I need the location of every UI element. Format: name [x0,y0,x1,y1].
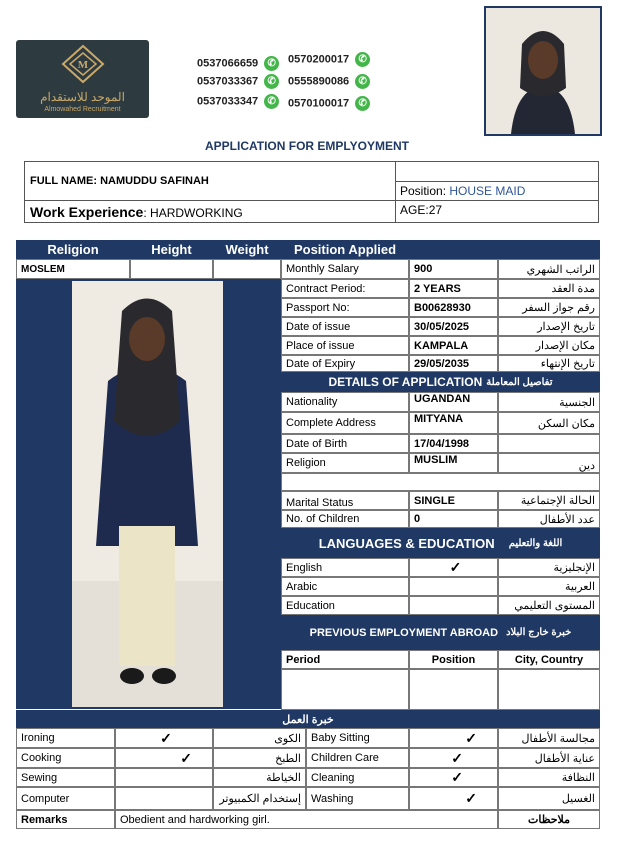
cleaning-label: Cleaning [306,768,409,787]
english-check-icon: ✓ [409,558,498,577]
phone-3: 0537033347 ✆ [197,94,279,109]
children-care-label: Children Care [306,748,409,768]
blank-row [281,473,600,491]
phone-6: 0570100017 ✆ [288,96,370,111]
position-label: Position: [400,184,447,198]
cooking-arabic: الطبخ [213,748,306,768]
whatsapp-icon: ✆ [355,52,370,67]
work-experience-value: : HARDWORKING [143,206,243,220]
dob-label: Date of Birth [281,434,409,453]
english-label: English [281,558,409,577]
age-field [400,203,442,217]
education-arabic: المستوى التعليمي [498,596,600,615]
contract-label: Contract Period: [281,279,409,298]
work-experience-field [30,204,243,220]
nationality-arabic: الجنسية [498,392,600,412]
previous-employment-english: PREVIOUS EMPLOYMENT ABROAD [309,626,499,639]
svg-text:M: M [77,59,89,71]
children-care-arabic: عناية الأطفال [498,748,600,768]
details-header [281,372,600,392]
prev-position-column-header: Position [409,650,498,669]
full-name-label: FULL NAME: [30,175,98,187]
logo-arabic-text: الموحد للاستقدام [40,90,125,104]
salary-value: 900 [409,259,498,279]
dob-arabic [498,434,600,453]
children-care-check-icon: ✓ [409,748,498,768]
previous-employment-header [281,615,600,650]
cooking-check-icon: ✓ [115,748,213,768]
expiry-label: Date of Expiry [281,355,409,372]
weight-value [213,259,281,279]
phone-4: 0570200017 ✆ [288,52,370,67]
cooking-label: Cooking [16,748,115,768]
work-experience-label: Work Experience [30,204,144,220]
expiry-arabic: تاريخ الإنتهاء [498,355,600,372]
nationality-value: UGANDAN [409,392,498,412]
washing-label: Washing [306,787,409,810]
whatsapp-icon: ✆ [264,56,279,71]
sewing-label: Sewing [16,768,115,787]
whatsapp-icon: ✆ [264,74,279,89]
sewing-arabic: الخياطة [213,768,306,787]
salary-label: Monthly Salary [281,259,409,279]
work-experience-header: خبرة العمل [16,710,600,728]
height-header: Height [130,240,213,259]
dob-value: 17/04/1998 [409,434,498,453]
cleaning-check-icon: ✓ [409,768,498,787]
computer-arabic: إستخدام الكمبيوتر [213,787,306,810]
computer-check [115,787,213,810]
previous-employment-period-cell [281,669,409,710]
position-field [400,184,525,198]
sewing-check [115,768,213,787]
name-divider-h2 [395,181,599,182]
details-header-english: DETAILS OF APPLICATION [328,375,483,389]
religion-detail-label: Religion [281,453,409,473]
previous-employment-position-cell [409,669,498,710]
issue-place-label: Place of issue [281,336,409,355]
ironing-arabic: الكوى [213,728,306,748]
arabic-label: Arabic [281,577,409,596]
children-arabic: عدد الأطفال [498,510,600,528]
previous-employment-city-cell [498,669,600,710]
education-value [409,596,498,615]
address-label: Complete Address [281,412,409,434]
full-name-value: NAMUDDU SAFINAH [100,175,209,187]
age-value: 27 [428,203,443,217]
remarks-arabic: ملاحظات [498,810,600,829]
issue-place-value: KAMPALA [409,336,498,355]
english-arabic: الإنجليزية [498,558,600,577]
contract-value: 2 YEARS [409,279,498,298]
religion-header: Religion [16,240,130,259]
full-name [30,175,209,187]
position-applied-header-fill [409,240,600,259]
washing-check-icon: ✓ [409,787,498,810]
marital-label: Marital Status [281,491,409,510]
city-country-column-header: City, Country [498,650,600,669]
religion-value: MOSLEM [16,259,130,279]
issue-date-arabic: تاريخ الإصدار [498,317,600,336]
full-body-photo [72,281,223,707]
education-label: Education [281,596,409,615]
issue-place-arabic: مكان الإصدار [498,336,600,355]
position-applied-header: Position Applied [281,240,409,259]
details-header-arabic: تفاصيل المعاملة [486,376,553,388]
baby-sitting-label: Baby Sitting [306,728,409,748]
page-title: APPLICATION FOR EMPLYOYMENT [204,139,409,153]
marital-arabic: الحالة الإجتماعية [498,491,600,510]
languages-header-arabic: اللغة والتعليم [508,537,563,549]
languages-header-english: LANGUAGES & EDUCATION [318,535,495,551]
contract-arabic: مدة العقد [498,279,600,298]
ironing-check-icon: ✓ [115,728,213,748]
issue-date-value: 30/05/2025 [409,317,498,336]
address-value: MITYANA [409,412,498,434]
washing-arabic: الغسيل [498,787,600,810]
logo-emblem-icon [61,44,105,84]
name-divider-v [395,161,396,223]
religion-detail-value: MUSLIM [409,453,498,473]
remarks-value: Obedient and hardworking girl. [115,810,498,829]
marital-value: SINGLE [409,491,498,510]
address-arabic: مكان السكن [498,412,600,434]
portrait-photo [484,6,602,136]
religion-detail-arabic: دين [498,453,600,473]
children-label: No. of Children [281,510,409,528]
whatsapp-icon: ✆ [264,94,279,109]
baby-sitting-arabic: مجالسة الأطفال [498,728,600,748]
remarks-label: Remarks [16,810,115,829]
salary-arabic: الراتب الشهري [498,259,600,279]
cleaning-arabic: النظافة [498,768,600,787]
baby-sitting-check-icon: ✓ [409,728,498,748]
expiry-value: 29/05/2035 [409,355,498,372]
children-value: 0 [409,510,498,528]
ironing-label: Ironing [16,728,115,748]
whatsapp-icon: ✆ [355,74,370,89]
height-value [130,259,213,279]
nationality-label: Nationality [281,392,409,412]
passport-value: B00628930 [409,298,498,317]
logo-english-text: Almowahed Recruitment [44,106,121,113]
previous-employment-arabic: خبرة خارج البلاد [506,627,572,638]
phone-5: 0555890086 ✆ [288,74,370,89]
age-label: AGE: [400,203,429,217]
computer-label: Computer [16,787,115,810]
whatsapp-icon: ✆ [355,96,370,111]
name-divider-h [24,200,599,201]
period-column-header: Period [281,650,409,669]
issue-date-label: Date of issue [281,317,409,336]
arabic-arabic: العربية [498,577,600,596]
arabic-check [409,577,498,596]
languages-header [281,528,600,558]
position-value: HOUSE MAID [449,184,526,198]
company-logo [16,40,149,118]
phone-2: 0537033367 ✆ [197,74,279,89]
passport-label: Passport No: [281,298,409,317]
weight-header: Weight [213,240,281,259]
passport-arabic: رقم جواز السفر [498,298,600,317]
phone-1: 0537066659 ✆ [197,56,279,71]
